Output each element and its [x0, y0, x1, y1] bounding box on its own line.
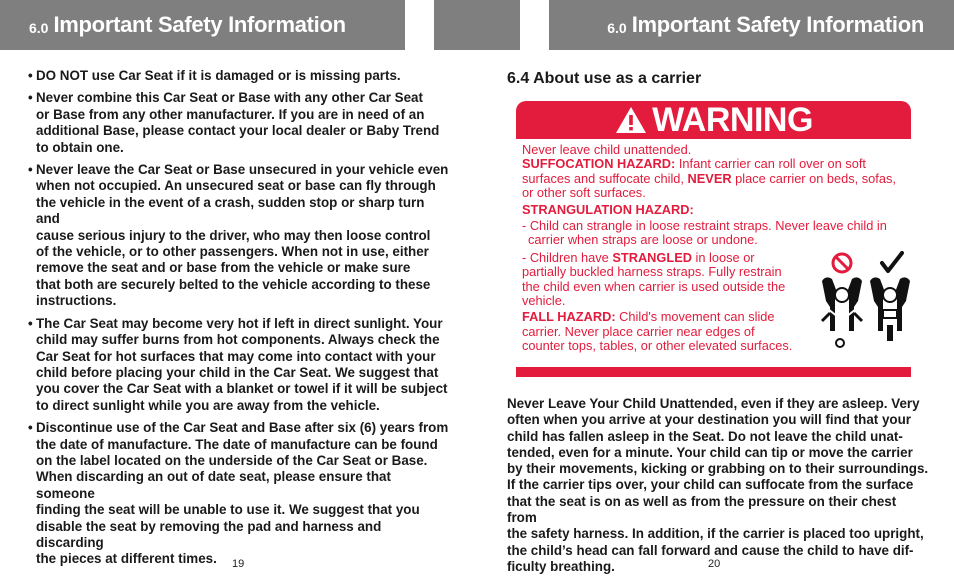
bullet-item — [28, 90, 450, 156]
bullet-line: instructions. — [36, 293, 117, 309]
bullet-line: child may suffer burns from hot components. Always check the — [36, 332, 440, 348]
bullet-line: DO NOT use Car Seat if it is damaged or is missing parts. — [36, 68, 401, 83]
section-number: 6.0 — [607, 20, 627, 36]
strangled-line: vehicle. — [522, 293, 566, 309]
bullet-marker: • — [28, 90, 33, 106]
bullet-line: on the label located on the underside of the Car Seat or Base. — [36, 452, 428, 468]
section-title: Important Safety Information — [631, 12, 924, 37]
header-spacer-block — [434, 0, 520, 50]
strangulation-line: - Child can strangle in loose restraint straps. Never leave child in — [522, 218, 887, 234]
strangled-line: partially buckled harness straps. Fully restrain — [522, 264, 782, 280]
bullet-line: cause serious injury to the driver, who may then loose control — [36, 227, 431, 243]
bullet-line: when not occupied. An unsecured seat or base can fly through — [36, 178, 436, 194]
paragraph-line: tended, even for a minute. Your child can tip or move the carrier — [507, 444, 913, 460]
paragraph-line: Never Leave Your Child Unattended, even if they are asleep. Very — [507, 396, 920, 411]
strangulation-label: STRANGULATION HAZARD: — [522, 201, 694, 217]
fall-line: counter tops, tables, or other elevated surfaces. — [522, 338, 793, 354]
bullet-line: to direct sunlight while you are away from the vehicle. — [36, 397, 380, 413]
paragraph-line: that the seat is on as well as from the pressure on their chest from — [507, 493, 897, 526]
unattended-paragraph — [507, 396, 929, 575]
suffocation-line: surfaces and suffocate child, NEVER place carrier on beds, sofas, — [522, 170, 896, 186]
left-page-header — [0, 0, 405, 50]
bullet-line: the pieces at different times. — [36, 551, 217, 567]
page-number-left: 19 — [232, 558, 245, 570]
bullet-line: that both are securely belted to the vehicle according to these — [36, 276, 431, 292]
checkmark-icon — [882, 253, 902, 271]
bullet-line: When discarding an out of date seat, please ensure that someone — [36, 469, 391, 501]
bullet-marker: • — [28, 420, 33, 436]
bullet-item — [28, 316, 450, 414]
warning-word: WARNING — [652, 100, 813, 139]
paragraph-line: the safety harness. In addition, if the carrier is placed too upright, — [507, 526, 924, 542]
warning-box — [516, 101, 911, 377]
bullet-line: The Car Seat may become very hot if left in direct sunlight. Your — [36, 315, 443, 331]
bullet-line: the date of manufacture. The date of manufacture can be found — [36, 436, 438, 452]
warning-footer-bar — [516, 367, 911, 377]
section-number: 6.0 — [29, 20, 49, 36]
bullet-line: Never leave the Car Seat or Base unsecured in your vehicle even — [36, 162, 449, 178]
paragraph-line: by their movements, kicking or grabbing on to their surroundings. — [507, 461, 929, 477]
section-title: Important Safety Information — [53, 12, 346, 37]
fall-line: FALL HAZARD: Child's movement can slide — [522, 309, 775, 325]
bullet-marker: • — [28, 68, 33, 83]
left-bullet-list — [28, 68, 450, 574]
bullet-line: remove the seat and or base from the vehicle or make sure — [36, 260, 411, 276]
fall-line: carrier. Never place carrier near edges of — [522, 323, 755, 339]
bullet-line: additional Base, please contact your local dealer or Baby Trend — [36, 123, 440, 139]
strangulation-line: carrier when straps are loose or undone. — [528, 232, 758, 248]
bullet-marker: • — [28, 315, 33, 331]
unattended-line: Never leave child unattended. — [522, 142, 692, 157]
bullet-line: to obtain one. — [36, 139, 124, 155]
harness-pictogram — [818, 251, 914, 351]
bullet-item — [28, 420, 450, 568]
bullet-line: child before placing your child in the Car Seat. We suggest that — [36, 364, 439, 380]
paragraph-line: ficulty breathing. — [507, 558, 615, 574]
bullet-line: you cover the Car Seat with a blanket or towel if it will be subject — [36, 381, 448, 397]
bullet-line: Never combine this Car Seat or Base with any other Car Seat — [36, 90, 423, 106]
bullet-line: or Base from any other manufacturer. If you are in need of an — [36, 106, 425, 122]
bullet-item — [28, 162, 450, 310]
bullet-item — [28, 68, 450, 84]
bullet-line: Car Seat for hot surfaces that may come into contact with your — [36, 348, 436, 364]
paragraph-line: the child’s head can fall forward and cause the child to have dif- — [507, 542, 914, 558]
warning-triangle-icon — [614, 105, 648, 135]
right-page-header — [549, 0, 954, 50]
suffocation-line: or other soft surfaces. — [522, 185, 646, 201]
suffocation-line: SUFFOCATION HAZARD: Infant carrier can roll over on soft — [522, 156, 866, 172]
prohibited-icon — [833, 254, 851, 272]
child-loose-straps-icon — [822, 277, 862, 347]
bullet-marker: • — [28, 162, 33, 178]
paragraph-line: If the carrier tips over, your child can suffocate from the surface — [507, 477, 914, 493]
bullet-line: the vehicle in the event of a crash, sudden stop or sharp turn and — [36, 194, 425, 227]
bullet-line: Discontinue use of the Car Seat and Base after six (6) years from — [36, 420, 449, 436]
bullet-line: of the vehicle, or to other passengers. When not in use, either — [36, 244, 429, 260]
page-number-right: 20 — [708, 558, 721, 570]
strangled-line: the child even when carrier is used outside the — [522, 278, 786, 294]
paragraph-line: often when you arrive at your destination you will find that your — [507, 412, 911, 428]
bullet-line: finding the seat will be unable to use it. We suggest that you — [36, 502, 420, 518]
subsection-title: 6.4 About use as a carrier — [507, 70, 702, 87]
bullet-line: disable the seat by removing the pad and harness and discarding — [36, 518, 382, 550]
paragraph-line: child has fallen asleep in the Seat. Do not leave the child unat- — [507, 428, 903, 444]
child-secured-straps-icon — [870, 277, 910, 341]
strangled-line: - Children have STRANGLED in loose or — [522, 249, 755, 265]
warning-banner — [516, 101, 911, 139]
